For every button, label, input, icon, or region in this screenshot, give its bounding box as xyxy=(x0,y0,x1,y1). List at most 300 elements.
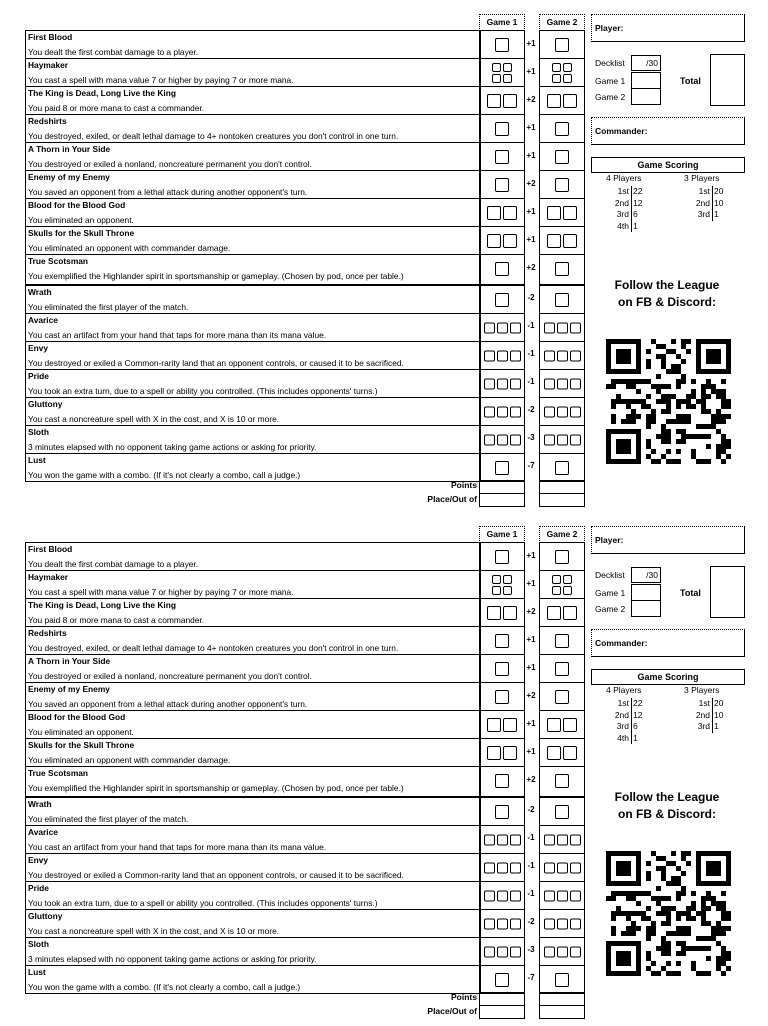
decklist-box[interactable] xyxy=(631,567,661,583)
checkbox[interactable] xyxy=(570,862,581,873)
checkbox[interactable] xyxy=(484,378,495,389)
checkbox[interactable] xyxy=(544,378,555,389)
achievement-description: 3 minutes elapsed with no opponent taking game actions or asking for priority. xyxy=(28,954,317,964)
score-points: 1 xyxy=(714,721,719,731)
checkbox[interactable] xyxy=(497,434,508,445)
game1-cell xyxy=(480,170,524,198)
checkbox-group xyxy=(540,322,584,333)
achievement-points: +1 xyxy=(526,67,536,76)
achievement-title: Redshirts xyxy=(28,116,67,126)
game2-cell xyxy=(540,766,584,794)
achievement-title: Haymaker xyxy=(28,572,69,582)
achievement-title: Skulls for the Skull Throne xyxy=(28,228,135,238)
total-label: Total xyxy=(680,76,701,86)
checkbox[interactable] xyxy=(495,293,509,307)
checkbox[interactable] xyxy=(484,834,495,845)
checkbox[interactable] xyxy=(544,406,555,417)
checkbox[interactable] xyxy=(544,918,555,929)
total-box[interactable] xyxy=(710,54,745,106)
checkbox[interactable] xyxy=(555,805,569,819)
game2-cell xyxy=(540,425,584,453)
checkbox-group xyxy=(540,350,584,361)
game2-cell xyxy=(540,254,584,282)
score-points: 1 xyxy=(633,732,638,743)
score-place: 3rd xyxy=(697,721,710,731)
achievement-title: A Thorn in Your Side xyxy=(28,144,111,154)
checkbox[interactable] xyxy=(503,63,512,72)
checkbox[interactable] xyxy=(544,834,555,845)
qr-code-icon[interactable] xyxy=(606,851,731,976)
checkbox-group xyxy=(540,38,584,52)
checkbox[interactable] xyxy=(547,94,561,108)
checkbox[interactable] xyxy=(557,890,568,901)
checkbox[interactable] xyxy=(570,406,581,417)
checkbox-group xyxy=(540,406,584,417)
points-label: Points xyxy=(451,992,477,1002)
score-points: 20 xyxy=(714,698,724,708)
checkbox[interactable] xyxy=(510,350,521,361)
decklist-box[interactable] xyxy=(631,55,661,71)
checkbox[interactable] xyxy=(555,38,569,52)
checkbox-group xyxy=(540,574,584,596)
achievement-title: True Scotsman xyxy=(28,768,89,778)
checkbox[interactable] xyxy=(495,38,509,52)
checkbox[interactable] xyxy=(487,234,501,248)
checkbox[interactable] xyxy=(555,122,569,136)
checkbox-group xyxy=(480,322,524,333)
achievement-description: You eliminated an opponent. xyxy=(28,727,134,737)
score-points: 20 xyxy=(714,186,724,196)
checkbox[interactable] xyxy=(487,718,501,732)
checkbox[interactable] xyxy=(557,378,568,389)
achievement-title: Redshirts xyxy=(28,628,67,638)
checkbox[interactable] xyxy=(495,122,509,136)
commander-label: Commander: xyxy=(595,126,648,136)
game2-score-box[interactable] xyxy=(631,600,661,617)
checkbox[interactable] xyxy=(557,406,568,417)
follow-line1: Follow the League xyxy=(614,790,720,804)
achievement-row xyxy=(26,738,480,766)
checkbox-group xyxy=(480,62,524,84)
checkbox-group xyxy=(480,634,524,648)
checkbox[interactable] xyxy=(552,575,561,584)
checkbox[interactable] xyxy=(544,862,555,873)
checkbox[interactable] xyxy=(497,890,508,901)
achievement-points: +2 xyxy=(526,263,536,272)
checkbox[interactable] xyxy=(555,461,569,475)
checkbox-group xyxy=(480,206,524,220)
achievement-points: +1 xyxy=(526,663,536,672)
checkbox-group xyxy=(480,574,524,596)
checkbox[interactable] xyxy=(484,946,495,957)
checkbox[interactable] xyxy=(487,606,501,620)
four-players-label: 4 Players xyxy=(606,685,642,695)
achievement-points: -2 xyxy=(527,405,535,414)
checkbox[interactable] xyxy=(495,634,509,648)
checkbox[interactable] xyxy=(547,206,561,220)
checkbox[interactable] xyxy=(557,862,568,873)
game2-cell xyxy=(540,58,584,86)
achievement-row xyxy=(26,142,480,170)
achievement-title: The King is Dead, Long Live the King xyxy=(28,88,176,98)
four-players-label: 4 Players xyxy=(606,173,642,183)
game2-cell xyxy=(540,170,584,198)
checkbox[interactable] xyxy=(510,918,521,929)
checkbox-group xyxy=(480,293,524,307)
game1-score-box[interactable] xyxy=(631,584,661,601)
game1-cell xyxy=(480,570,524,598)
game1-place-box[interactable] xyxy=(479,1005,525,1019)
checkbox[interactable] xyxy=(484,406,495,417)
achievement-description: You eliminated an opponent with commander damage. xyxy=(28,755,231,765)
achievement-description: You eliminated an opponent. xyxy=(28,215,134,225)
achievement-row xyxy=(26,881,480,909)
checkbox[interactable] xyxy=(510,890,521,901)
game2-header: Game 2 xyxy=(539,14,585,31)
total-box[interactable] xyxy=(710,566,745,618)
place-label: Place/Out of xyxy=(427,1006,477,1016)
game2-cell xyxy=(540,626,584,654)
game1-points-box[interactable] xyxy=(479,992,525,1006)
player-field[interactable] xyxy=(591,14,745,42)
checkbox[interactable] xyxy=(544,946,555,957)
checkbox[interactable] xyxy=(557,834,568,845)
checkbox-group xyxy=(540,262,584,276)
achievement-description: You paid 8 or more mana to cast a commander. xyxy=(28,103,205,113)
checkbox[interactable] xyxy=(487,746,501,760)
game1-cell xyxy=(480,30,524,58)
game1-score-box[interactable] xyxy=(631,72,661,89)
checkbox[interactable] xyxy=(555,178,569,192)
game2-cell xyxy=(540,853,584,881)
game1-cell xyxy=(480,58,524,86)
checkbox[interactable] xyxy=(570,350,581,361)
checkbox[interactable] xyxy=(484,862,495,873)
achievement-description: You destroyed or exiled a Common-rarity land that an opponent controls, or caused it to be sacrificed. xyxy=(28,870,404,880)
checkbox[interactable] xyxy=(510,834,521,845)
achievement-description: You dealt the first combat damage to a player. xyxy=(28,47,199,57)
game1-cell xyxy=(480,682,524,710)
achievement-description: You eliminated the first player of the match. xyxy=(28,814,189,824)
checkbox[interactable] xyxy=(563,606,577,620)
checkbox[interactable] xyxy=(487,206,501,220)
score-place: 4th xyxy=(617,732,629,743)
checkbox[interactable] xyxy=(563,718,577,732)
game2-cell xyxy=(540,284,584,313)
checkbox[interactable] xyxy=(547,234,561,248)
checkbox[interactable] xyxy=(547,606,561,620)
score-points: 12 xyxy=(633,197,643,208)
game2-cell xyxy=(540,226,584,254)
checkbox[interactable] xyxy=(497,350,508,361)
checkbox[interactable] xyxy=(497,862,508,873)
checkbox[interactable] xyxy=(547,718,561,732)
checkbox[interactable] xyxy=(563,575,572,584)
game2-cell xyxy=(540,542,584,570)
checkbox-group xyxy=(480,94,524,108)
checkbox[interactable] xyxy=(555,690,569,704)
achievement-description: You paid 8 or more mana to cast a commander. xyxy=(28,615,205,625)
game2-place-box[interactable] xyxy=(539,1005,585,1019)
checkbox[interactable] xyxy=(570,322,581,333)
game2-points-box[interactable] xyxy=(539,992,585,1006)
checkbox[interactable] xyxy=(510,406,521,417)
checkbox[interactable] xyxy=(510,322,521,333)
checkbox[interactable] xyxy=(503,94,517,108)
checkbox[interactable] xyxy=(557,322,568,333)
checkbox[interactable] xyxy=(503,74,512,83)
checkbox[interactable] xyxy=(495,461,509,475)
checkbox-group xyxy=(540,890,584,901)
checkbox[interactable] xyxy=(484,434,495,445)
checkbox[interactable] xyxy=(484,350,495,361)
achievement-title: True Scotsman xyxy=(28,256,89,266)
checkbox[interactable] xyxy=(555,150,569,164)
checkbox[interactable] xyxy=(495,973,509,987)
checkbox[interactable] xyxy=(495,805,509,819)
achievement-points: +2 xyxy=(526,95,536,104)
game2-cell xyxy=(540,142,584,170)
achievement-points: +2 xyxy=(526,775,536,784)
checkbox[interactable] xyxy=(510,378,521,389)
player-field[interactable] xyxy=(591,526,745,554)
game1-cell xyxy=(480,738,524,766)
game1-cell xyxy=(480,881,524,909)
checkbox[interactable] xyxy=(495,262,509,276)
checkbox[interactable] xyxy=(570,890,581,901)
achievement-description: You dealt the first combat damage to a player. xyxy=(28,559,199,569)
player-label: Player: xyxy=(595,535,624,545)
checkbox[interactable] xyxy=(484,890,495,901)
game1-label: Game 1 xyxy=(595,76,626,86)
achievement-points: +1 xyxy=(526,207,536,216)
checkbox[interactable] xyxy=(503,586,512,595)
achievement-title: Pride xyxy=(28,883,49,893)
game2-points-box[interactable] xyxy=(539,480,585,494)
achievement-row xyxy=(26,598,480,626)
achievement-row xyxy=(26,965,480,994)
checkbox[interactable] xyxy=(557,946,568,957)
game2-cell xyxy=(540,965,584,993)
checkbox[interactable] xyxy=(563,206,577,220)
checkbox[interactable] xyxy=(495,662,509,676)
checkbox[interactable] xyxy=(510,434,521,445)
achievement-description: You cast a noncreature spell with X in the cost, and X is 10 or more. xyxy=(28,414,280,424)
checkbox-group xyxy=(540,150,584,164)
checkbox[interactable] xyxy=(495,178,509,192)
game2-score-box[interactable] xyxy=(631,88,661,105)
checkbox[interactable] xyxy=(497,378,508,389)
checkbox[interactable] xyxy=(510,862,521,873)
game2-cell xyxy=(540,313,584,341)
score-points: 6 xyxy=(633,721,638,731)
checkbox-group xyxy=(480,262,524,276)
achievement-title: Enemy of my Enemy xyxy=(28,172,110,182)
checkbox-group xyxy=(540,718,584,732)
commander-field[interactable] xyxy=(591,117,745,145)
achievement-title: Avarice xyxy=(28,315,58,325)
checkbox[interactable] xyxy=(495,690,509,704)
checkbox[interactable] xyxy=(555,262,569,276)
checkbox[interactable] xyxy=(497,406,508,417)
checkbox[interactable] xyxy=(503,746,517,760)
achievement-row xyxy=(26,313,480,341)
achievement-row xyxy=(26,909,480,937)
checkbox[interactable] xyxy=(495,774,509,788)
checkbox[interactable] xyxy=(503,606,517,620)
game-scoring-title: Game Scoring xyxy=(591,157,745,173)
scoresheet-top xyxy=(0,14,768,514)
game1-cell xyxy=(480,654,524,682)
game1-cell xyxy=(480,710,524,738)
game2-column xyxy=(539,542,585,994)
achievement-row xyxy=(26,626,480,654)
game1-cell xyxy=(480,965,524,993)
decklist-label: Decklist xyxy=(595,58,625,68)
achievement-title: Avarice xyxy=(28,827,58,837)
checkbox[interactable] xyxy=(552,63,561,72)
checkbox[interactable] xyxy=(557,434,568,445)
game2-label: Game 2 xyxy=(595,604,626,614)
checkbox[interactable] xyxy=(492,74,501,83)
checkbox[interactable] xyxy=(570,378,581,389)
game1-cell xyxy=(480,397,524,425)
checkbox[interactable] xyxy=(484,322,495,333)
score-place: 1st xyxy=(698,186,710,196)
checkbox-group xyxy=(480,606,524,620)
score-place: 2nd xyxy=(695,197,710,208)
game2-place-box[interactable] xyxy=(539,493,585,507)
checkbox[interactable] xyxy=(555,774,569,788)
game1-cell xyxy=(480,313,524,341)
checkbox[interactable] xyxy=(555,973,569,987)
checkbox[interactable] xyxy=(497,918,508,929)
game1-column xyxy=(479,30,525,482)
checkbox[interactable] xyxy=(497,322,508,333)
achievements-table xyxy=(25,30,481,482)
checkbox-group xyxy=(540,973,584,987)
achievement-title: Skulls for the Skull Throne xyxy=(28,740,135,750)
achievement-points: -2 xyxy=(527,917,535,926)
checkbox[interactable] xyxy=(557,350,568,361)
checkbox[interactable] xyxy=(497,946,508,957)
checkbox-group xyxy=(480,690,524,704)
achievement-row xyxy=(26,542,480,570)
checkbox-group xyxy=(480,378,524,389)
checkbox[interactable] xyxy=(495,550,509,564)
checkbox[interactable] xyxy=(503,206,517,220)
checkbox[interactable] xyxy=(487,94,501,108)
game2-cell xyxy=(540,397,584,425)
checkbox-row xyxy=(540,73,584,84)
qr-code-icon[interactable] xyxy=(606,339,731,464)
achievement-title: Wrath xyxy=(28,287,52,297)
game1-place-box[interactable] xyxy=(479,493,525,507)
checkbox[interactable] xyxy=(555,662,569,676)
checkbox[interactable] xyxy=(495,150,509,164)
follow-text xyxy=(591,789,743,823)
game2-cell xyxy=(540,453,584,481)
checkbox[interactable] xyxy=(503,575,512,584)
achievement-description: You eliminated an opponent with commander damage. xyxy=(28,243,231,253)
checkbox-group xyxy=(480,890,524,901)
follow-text xyxy=(591,277,743,311)
checkbox[interactable] xyxy=(503,718,517,732)
checkbox[interactable] xyxy=(552,586,561,595)
checkbox-group xyxy=(540,122,584,136)
achievement-title: The King is Dead, Long Live the King xyxy=(28,600,176,610)
achievement-points: -2 xyxy=(527,805,535,814)
game1-cell xyxy=(480,226,524,254)
checkbox[interactable] xyxy=(544,322,555,333)
achievement-description: You cast an artifact from your hand that taps for more mana than its mana value. xyxy=(28,842,327,852)
game1-points-box[interactable] xyxy=(479,480,525,494)
checkbox[interactable] xyxy=(570,834,581,845)
checkbox[interactable] xyxy=(570,946,581,957)
checkbox[interactable] xyxy=(497,834,508,845)
checkbox[interactable] xyxy=(492,575,501,584)
checkbox[interactable] xyxy=(570,434,581,445)
checkbox-group xyxy=(540,293,584,307)
achievement-description: You exemplified the Highlander spirit in sportsmanship or gameplay. (Chosen by pod, once per table.) xyxy=(28,271,404,281)
achievement-title: Gluttony xyxy=(28,911,63,921)
score-place: 3rd xyxy=(616,721,629,731)
game2-cell xyxy=(540,114,584,142)
achievement-row xyxy=(26,198,480,226)
checkbox[interactable] xyxy=(544,434,555,445)
commander-field[interactable] xyxy=(591,629,745,657)
checkbox[interactable] xyxy=(484,918,495,929)
checkbox[interactable] xyxy=(510,946,521,957)
checkbox[interactable] xyxy=(544,350,555,361)
game1-cell xyxy=(480,453,524,481)
checkbox[interactable] xyxy=(547,746,561,760)
place-label: Place/Out of xyxy=(427,494,477,504)
checkbox[interactable] xyxy=(563,586,572,595)
checkbox[interactable] xyxy=(555,634,569,648)
checkbox[interactable] xyxy=(544,890,555,901)
checkbox-group xyxy=(540,94,584,108)
checkbox[interactable] xyxy=(563,94,577,108)
checkbox[interactable] xyxy=(503,234,517,248)
game1-cell xyxy=(480,796,524,825)
achievement-description: You eliminated the first player of the match. xyxy=(28,302,189,312)
achievement-title: Enemy of my Enemy xyxy=(28,684,110,694)
checkbox[interactable] xyxy=(492,63,501,72)
checkbox-group xyxy=(480,178,524,192)
checkbox[interactable] xyxy=(563,746,577,760)
checkbox[interactable] xyxy=(552,74,561,83)
achievement-title: Haymaker xyxy=(28,60,69,70)
checkbox[interactable] xyxy=(563,63,572,72)
checkbox[interactable] xyxy=(555,550,569,564)
checkbox[interactable] xyxy=(570,918,581,929)
decklist-max: /30 xyxy=(646,570,658,580)
checkbox[interactable] xyxy=(563,234,577,248)
game2-cell xyxy=(540,710,584,738)
checkbox-group xyxy=(480,350,524,361)
game1-cell xyxy=(480,937,524,965)
checkbox[interactable] xyxy=(557,918,568,929)
checkbox[interactable] xyxy=(555,293,569,307)
checkbox-group xyxy=(540,606,584,620)
achievement-description: 3 minutes elapsed with no opponent taking game actions or asking for priority. xyxy=(28,442,317,452)
checkbox[interactable] xyxy=(563,74,572,83)
game1-cell xyxy=(480,909,524,937)
scoresheet-bottom xyxy=(0,526,768,1026)
game2-cell xyxy=(540,341,584,369)
checkbox[interactable] xyxy=(492,586,501,595)
